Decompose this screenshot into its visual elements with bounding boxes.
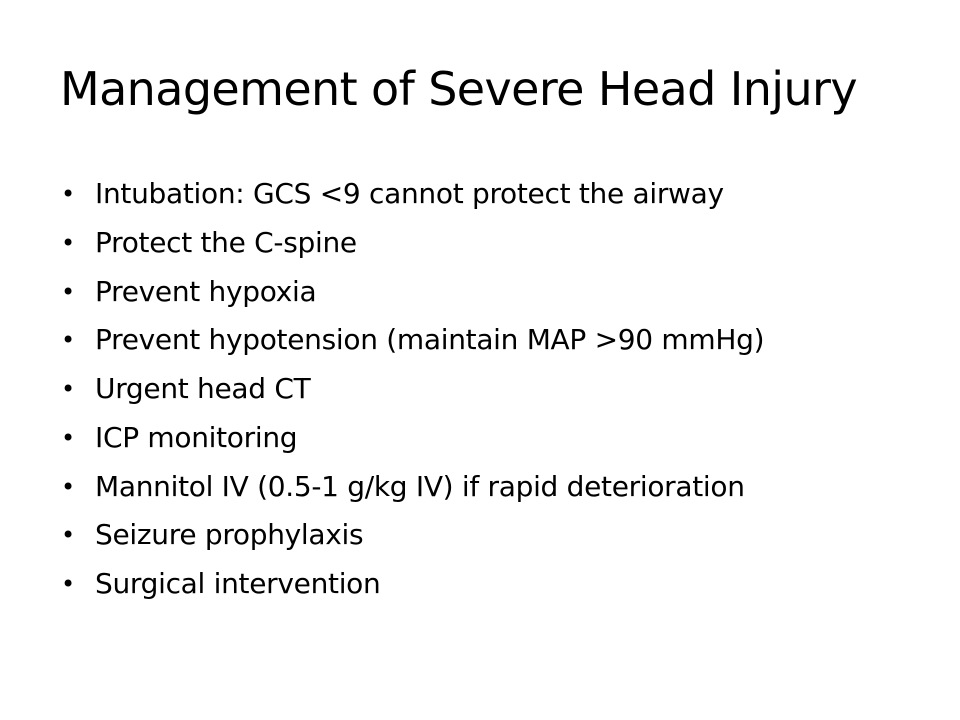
bullet-icon: • [61, 228, 75, 257]
bullet-text: Surgical intervention [95, 567, 381, 600]
bullet-icon: • [61, 277, 75, 306]
slide-title: Management of Severe Head Injury [60, 62, 857, 116]
bullet-item-mannitol [60, 463, 764, 512]
bullet-text: Intubation: GCS <9 cannot protect the airway [95, 177, 724, 210]
bullet-text: Seizure prophylaxis [95, 518, 364, 552]
bullet-item-hypotension [60, 316, 764, 365]
bullet-icon: • [61, 570, 75, 598]
bullet-icon: • [61, 180, 75, 208]
bullet-item-head-ct [60, 365, 764, 414]
bullet-text: Protect the C-spine [95, 225, 357, 259]
bullet-item-seizure-prophylaxis [60, 511, 764, 560]
bullet-icon: • [61, 326, 75, 355]
bullet-icon: • [61, 375, 75, 403]
bullet-icon: • [61, 521, 75, 550]
bullet-text: Prevent hypotension (maintain MAP >90 mmHg) [95, 323, 765, 357]
bullet-item-icp-monitoring [60, 414, 764, 463]
bullet-icon: • [61, 423, 75, 452]
bullet-item-c-spine [60, 219, 764, 268]
bullet-text: Prevent hypoxia [95, 274, 317, 308]
bullet-item-intubation [60, 170, 764, 219]
bullet-text: Urgent head CT [95, 372, 311, 405]
bullet-text: Mannitol IV (0.5-1 g/kg IV) if rapid deterioration [95, 469, 745, 503]
bullet-icon: • [61, 472, 75, 501]
bullet-text: ICP monitoring [95, 420, 298, 454]
bullet-list [60, 170, 764, 609]
bullet-item-surgical-intervention [60, 560, 764, 609]
bullet-item-hypoxia [60, 268, 764, 317]
